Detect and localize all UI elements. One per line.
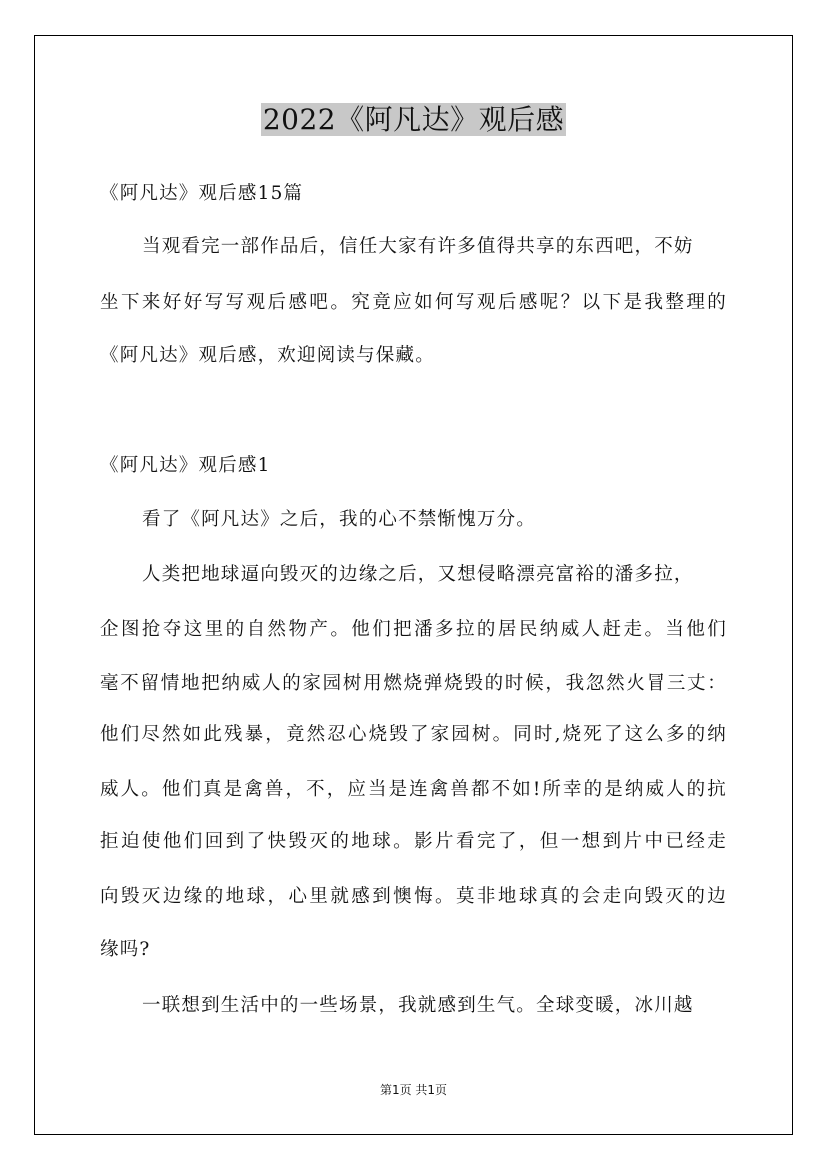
intro-line-2: 坐下来好好写写观后感吧。究竟应如何写观后感呢？以下是我整理的 [100,292,727,313]
document-title-text: 2022《阿凡达》观后感 [262,103,565,136]
document-subtitle: 《阿凡达》观后感15篇 [100,183,304,204]
intro-line-3: 《阿凡达》观后感，欢迎阅读与保藏。 [100,345,435,366]
document-title [0,100,827,140]
section-para-2-line-8: 缘吗? [100,939,151,960]
section-para-2-line-7: 向毁灭边缘的地球，心里就感到懊悔。莫非地球真的会走向毁灭的边 [100,886,727,907]
section-heading: 《阿凡达》观后感1 [100,455,271,476]
section-para-2-line-3: 毫不留情地把纳威人的家园树用燃烧弹烧毁的时候，我忽然火冒三丈： [100,673,727,694]
section-para-1: 看了《阿凡达》之后，我的心不禁惭愧万分。 [142,509,537,530]
page-footer: 第1页 共1页 [379,1083,448,1097]
section-para-2-line-6: 拒迫使他们回到了快毁灭的地球。影片看完了，但一想到片中已经走 [100,831,727,852]
section-para-2-line-2: 企图抢夺这里的自然物产。他们把潘多拉的居民纳威人赶走。当他们 [100,619,727,640]
section-para-2-line-1: 人类把地球逼向毁灭的边缘之后，又想侵略漂亮富裕的潘多拉， [142,564,694,585]
section-para-2-line-4: 他们尽然如此残暴，竟然忍心烧毁了家园树。同时,烧死了这么多的纳 [100,724,727,745]
section-para-2-line-5: 威人。他们真是禽兽，不，应当是连禽兽都不如!所幸的是纳威人的抗 [100,779,727,800]
intro-line-1: 当观看完一部作品后，信任大家有许多值得共享的东西吧，不妨 [142,236,694,257]
section-para-3-line-1: 一联想到生活中的一些场景，我就感到生气。全球变暖，冰川越 [142,995,694,1016]
